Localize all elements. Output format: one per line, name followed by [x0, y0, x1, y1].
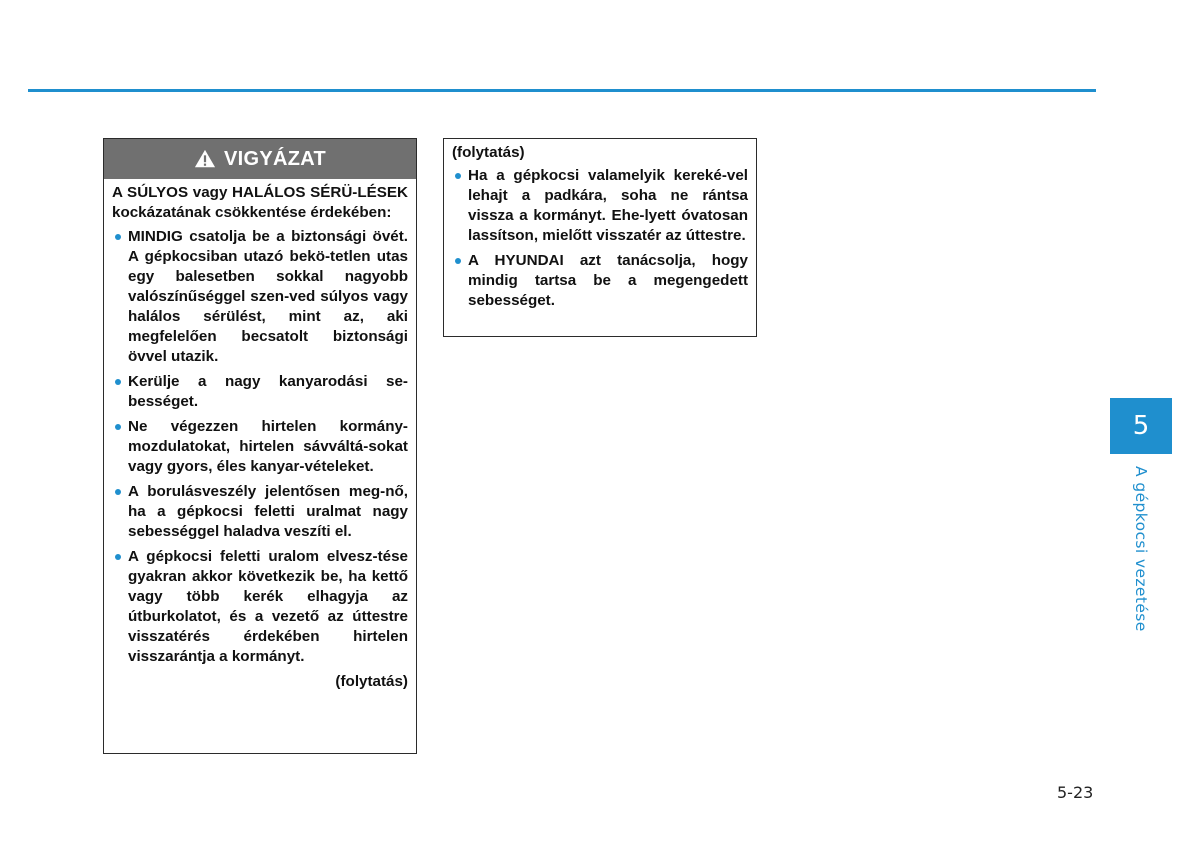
list-item-text: Ha a gépkocsi valamelyik kereké-vel lehajt a padkára, soha ne rántsa vissza a kormányt. Ehe-lyett óvatosan lassítson, mielőtt visszatér az úttestre. [468, 167, 748, 244]
list-item-text: A borulásveszély jelentősen meg-nő, ha a gépkocsi feletti uralmat nagy sebességgel haladva veszíti el. [128, 483, 408, 540]
bullet-dot-icon [115, 424, 121, 430]
bullet-dot-icon [115, 234, 121, 240]
list-item [452, 166, 748, 246]
warning-heading: VIGYÁZAT [223, 147, 327, 170]
continued-label: (folytatás) [452, 144, 525, 161]
continued-body [444, 139, 756, 322]
bullet-dot-icon [455, 173, 461, 179]
warning-header [104, 139, 416, 179]
continued-note: (folytatás) [335, 673, 408, 690]
list-item-text: MINDIG csatolja be a biztonsági övét. A gépkocsiban utazó bekö-tetlen utas egy balesetben sokkal nagyobb valószínűséggel szen-ved súlyos vagy halálos sérülést, mint az, aki megfelelően becsatolt biztonsági övvel utazik. [128, 228, 408, 365]
warning-box [103, 138, 417, 754]
bullet-dot-icon [115, 379, 121, 385]
list-item-text: A gépkocsi feletti uralom elvesz-tése gyakran akkor következik be, ha kettő vagy több kerék elhagyja az útburkolatot, és a vezető az úttestre visszatérés érdekében hirtelen visszarántja a kormányt. [128, 548, 408, 665]
chapter-tab [1110, 398, 1172, 454]
page-number: 5-23 [1057, 783, 1094, 802]
list-item [452, 251, 748, 311]
bullet-dot-icon [455, 258, 461, 264]
list-item [112, 372, 408, 412]
warning-bullet-list [112, 227, 408, 667]
warning-triangle-icon [194, 148, 216, 170]
list-item-text: A HYUNDAI azt tanácsolja, hogy mindig tartsa be a megengedett sebességet. [468, 252, 748, 309]
list-item-text: Kerülje a nagy kanyarodási se-bességet. [128, 373, 408, 410]
list-item [112, 227, 408, 367]
list-item [112, 482, 408, 542]
chapter-title: A gépkocsi vezetése [1132, 466, 1150, 632]
list-item [112, 417, 408, 477]
warning-intro: A SÚLYOS vagy HALÁLOS SÉRÜ-LÉSEK kockázatának csökkentése érdekében: [112, 184, 408, 221]
continued-bullet-list [452, 166, 748, 311]
list-item [112, 547, 408, 667]
bullet-dot-icon [115, 554, 121, 560]
bullet-dot-icon [115, 489, 121, 495]
continued-box [443, 138, 757, 337]
list-item-text: Ne végezzen hirtelen kormány-mozdulatokat, hirtelen sávváltá-sokat vagy gyors, éles kanyar-vételeket. [128, 418, 408, 475]
warning-body [104, 179, 416, 698]
top-rule [28, 89, 1096, 92]
chapter-number: 5 [1132, 411, 1150, 441]
